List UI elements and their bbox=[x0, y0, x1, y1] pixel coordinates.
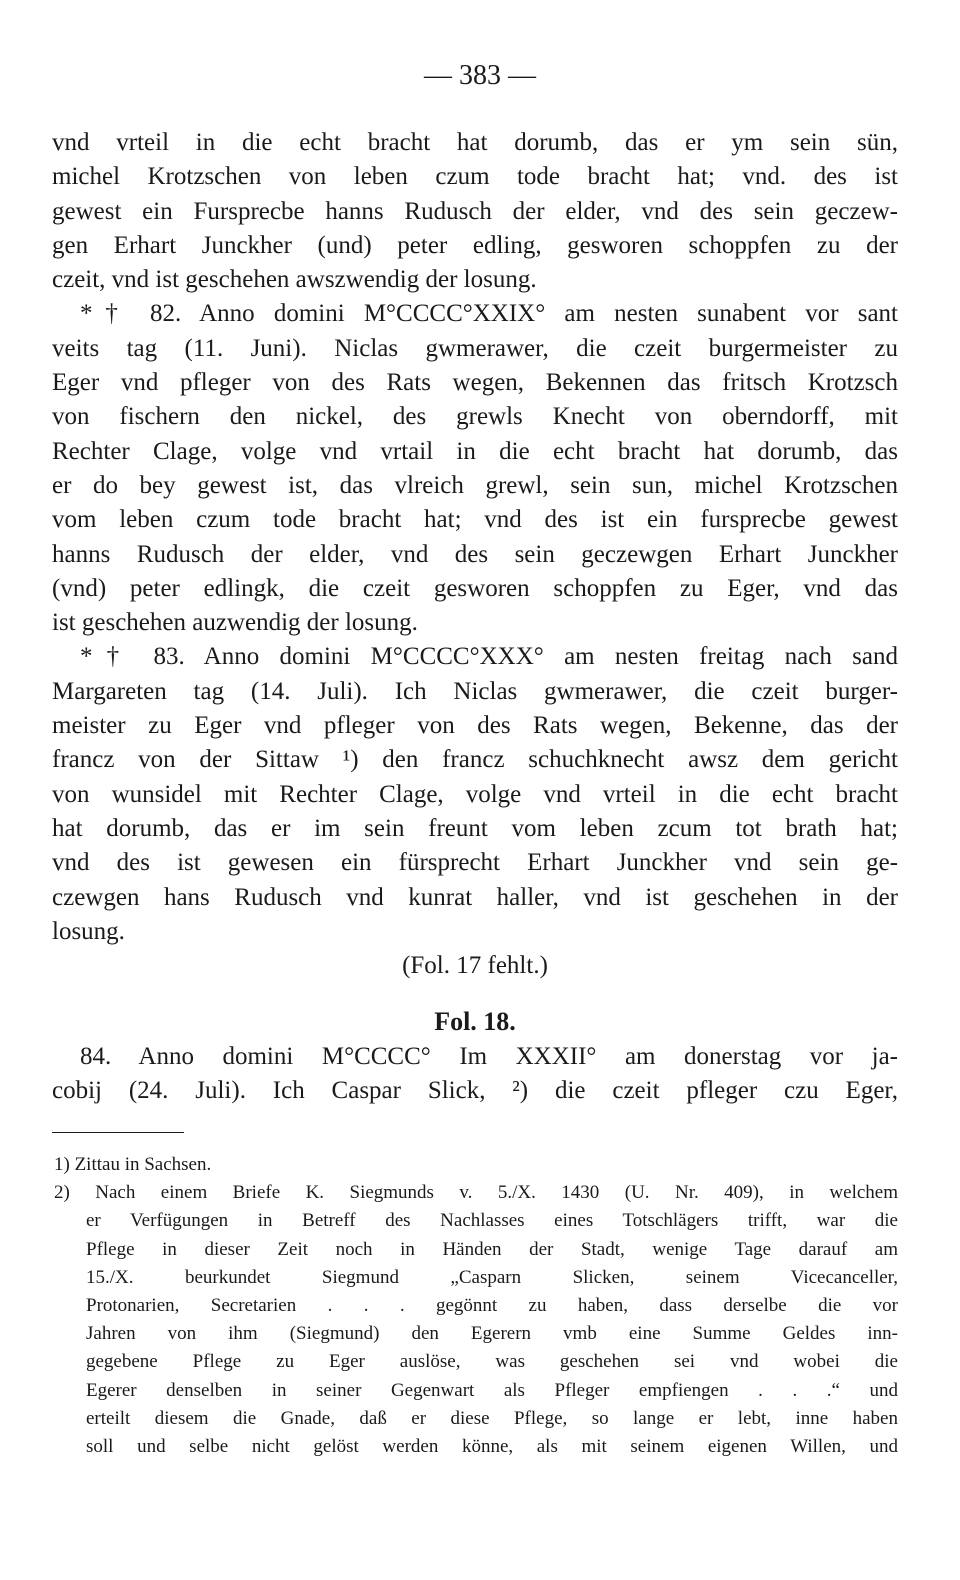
footnote-2: 2) Nach einem Briefe K. Siegmunds v. 5./X. 1430 (U. Nr. 409), in welchem bbox=[54, 1182, 898, 1204]
text-line: Rechter Clage, volge vnd vrtail in die echt bracht hat dorumb, das bbox=[52, 437, 898, 465]
entry-83-start: *† 83. Anno domini M°CCCC°XXX° am nesten freitag nach sand bbox=[80, 643, 898, 671]
footnote-line: Protonarien, Secretarien . . . gegönnt zu haben, dass derselbe die vor bbox=[86, 1294, 898, 1316]
footnotes bbox=[54, 1151, 898, 1461]
text-line: meister zu Eger vnd pfleger von des Rats wegen, Bekenne, das der bbox=[52, 712, 898, 740]
footnote-line: gegebene Pflege zu Eger auslöse, was geschehen sei vnd wobei die bbox=[86, 1351, 898, 1373]
text-line: Eger vnd pfleger von des Rats wegen, Bekennen das fritsch Krotzsch bbox=[52, 369, 898, 397]
text-line: gen Erhart Junckher (und) peter edling, gesworen schoppfen zu der bbox=[52, 231, 898, 259]
text-line: hat dorumb, das er im sein freunt vom leben zcum tot brath hat; bbox=[52, 814, 898, 842]
footnote-line: 15./X. beurkundet Siegmund „Casparn Slicken, seinem Vicecanceller, bbox=[86, 1266, 898, 1288]
footnote-line: Egerer denselben in seiner Gegenwart als Pfleger empfiengen . . .“ und bbox=[86, 1379, 898, 1401]
entry-84-start: 84. Anno domini M°CCCC° Im XXXII° am donerstag vor ja- bbox=[80, 1042, 898, 1070]
text-line: losung. bbox=[52, 917, 125, 945]
text-line: francz von der Sittaw ¹) den francz schuchknecht awsz dem gericht bbox=[52, 746, 898, 774]
text-line: von fischern den nickel, des grewls Knecht von oberndorff, mit bbox=[52, 403, 898, 431]
footnote-line: Jahren von ihm (Siegmund) den Egerern vmb eine Summe Geldes inn- bbox=[86, 1323, 898, 1345]
text-line: (vnd) peter edlingk, die czeit gesworen schoppfen zu Eger, vnd das bbox=[52, 574, 898, 602]
footnote-divider bbox=[52, 1132, 184, 1133]
text-line: cobij (24. Juli). Ich Caspar Slick, ²) die czeit pfleger czu Eger, bbox=[52, 1077, 898, 1105]
missing-folio-note: (Fol. 17 fehlt.) bbox=[402, 952, 548, 980]
footnote-1: 1) Zittau in Sachsen. bbox=[54, 1154, 212, 1175]
entry-82-start: *† 82. Anno domini M°CCCC°XXIX° am nesten sunabent vor sant bbox=[80, 300, 898, 328]
footnote-line: Pflege in dieser Zeit noch in Händen der Stadt, wenige Tage darauf am bbox=[86, 1238, 898, 1260]
text-line: hanns Rudusch der elder, vnd des sein geczewgen Erhart Junckher bbox=[52, 540, 898, 568]
text-line: veits tag (11. Juni). Niclas gwmerawer, die czeit burgermeister zu bbox=[52, 334, 898, 362]
page-number: — 383 — bbox=[424, 60, 536, 91]
main-text bbox=[52, 126, 898, 1108]
text-line: von wunsidel mit Rechter Clage, volge vnd vrteil in die echt bracht bbox=[52, 780, 898, 808]
footnote-line: soll und selbe nicht gelöst werden könne, als mit seinem eigenen Willen, und bbox=[86, 1435, 898, 1457]
text-line: czeit, vnd ist geschehen awszwendig der losung. bbox=[52, 266, 537, 294]
footnote-line: er Verfügungen in Betreff des Nachlasses eines Totschlägers trifft, war die bbox=[86, 1210, 898, 1232]
text-line: ist geschehen auzwendig der losung. bbox=[52, 609, 418, 637]
text-line: vom leben czum tode bracht hat; vnd des ist ein fursprecbe gewest bbox=[52, 506, 898, 534]
text-line: vnd vrteil in die echt bracht hat dorumb, das er ym sein sün, bbox=[52, 129, 898, 156]
text-line: vnd des ist gewesen ein fürsprecht Erhart Junckher vnd sein ge- bbox=[52, 849, 898, 877]
text-line: czewgen hans Rudusch vnd kunrat haller, vnd ist geschehen in der bbox=[52, 883, 898, 911]
folio-heading: Fol. 18. bbox=[434, 1007, 516, 1037]
text-line: michel Krotzschen von leben czum tode bracht hat; vnd. des ist bbox=[52, 163, 898, 191]
text-line: er do bey gewest ist, das vlreich grewl, sein sun, michel Krotzschen bbox=[52, 471, 898, 499]
footnote-line: erteilt diesem die Gnade, daß er diese Pflege, so lange er lebt, inne haben bbox=[86, 1407, 898, 1429]
text-line: Margareten tag (14. Juli). Ich Niclas gwmerawer, die czeit burger- bbox=[52, 677, 898, 705]
text-line: gewest ein Fursprecbe hanns Rudusch der elder, vnd des sein geczew- bbox=[52, 197, 898, 225]
